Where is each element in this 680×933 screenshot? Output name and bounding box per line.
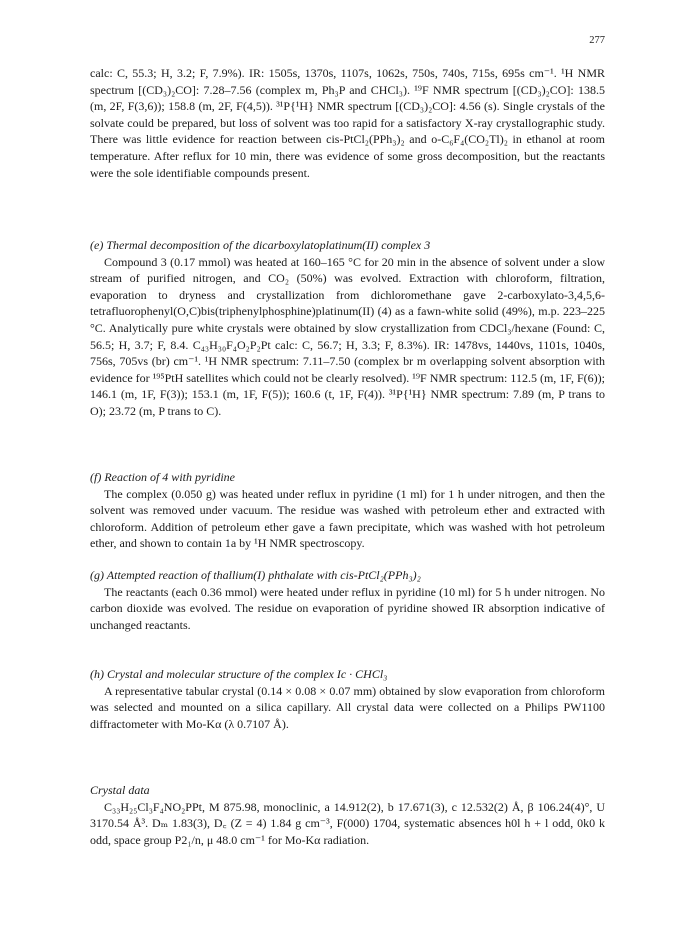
section-heading: (f) Reaction of 4 with pyridine [90, 470, 235, 484]
paragraph: Compound 3 (0.17 mmol) was heated at 160–165 °C for 20 min in the absence of solvent under a slow stream of purified nitrogen, and CO₂ (50%) was evolved. Extraction with chloroform, filtration, evaporation to dryness and crystallization from dichloromethane gave 2-carboxylato-3,4,5,6-tetrafluorophenyl(O,C)bis(triphenylphosphine)platinum(II) (4) as a fawn-white solid (49%), m.p. 223–225 °C. Analytically pure white crystals were obtained by slow crystallization from CDCl₃/hexane (Found: C, 56.5; H, 3.7; F, 8.4. C₄₃H₃₀F₄O₂P₂Pt calc: C, 56.7; H, 3.3; F, 8.3%). IR: 1478vs, 1440vs, 1101s, 1040s, 756s, 705vs (br) cm⁻¹. ¹H NMR spectrum: 7.11–7.50 (complex br m overlapping solvent absorption with evidence for ¹⁹⁵PtH satellites which could not be clearly resolved). ¹⁹F NMR spectrum: 112.5 (m, 1F, F(6)); 146.1 (m, 1F, F(3)); 153.1 (m, 1F, F(5)); 160.6 (t, 1F, F(4)). ³¹P{¹H} NMR spectrum: 7.89 (m, P trans to O); 23.72 (m, P trans to C). [90, 254, 605, 418]
section-continuation [90, 65, 605, 181]
section-heading: (h) Crystal and molecular structure of the complex Ic · CHCl₃ [90, 667, 388, 681]
crystal-data-section [90, 782, 605, 848]
section-heading: (e) Thermal decomposition of the dicarboxylatoplatinum(II) complex 3 [90, 238, 431, 252]
section-e [90, 237, 605, 420]
paragraph: The complex (0.050 g) was heated under reflux in pyridine (1 ml) for 1 h under nitrogen, and then the solvent was removed under vacuum. The residue was washed with petroleum ether and extracted with chloroform. Addition of petroleum ether gave a fawn precipitate, which was washed with hot petroleum ether, and shown to contain 1a by ¹H NMR spectroscopy. [90, 486, 605, 551]
page-number: 277 [589, 35, 605, 46]
paragraph: C₃₃H₂₅Cl₃F₄NO₂PPt, M 875.98, monoclinic, a 14.912(2), b 17.671(3), c 12.532(2) Å, β 106.24(4)°, U 3170.54 Å³. Dₘ 1.83(3), D꜀ (Z = 4) 1.84 g cm⁻³, F(000) 1704, systematic absences h0l h + l odd, 0k0 k odd, space group P2₁/n, μ 48.0 cm⁻¹ for Mo-Kα radiation. [90, 799, 605, 847]
section-heading: (g) Attempted reaction of thallium(I) phthalate with cis-PtCl₂(PPh₃)₂ [90, 568, 421, 582]
section-h [90, 666, 605, 732]
section-g [90, 567, 605, 633]
paragraph: calc: C, 55.3; H, 3.2; F, 7.9%). IR: 1505s, 1370s, 1107s, 1062s, 750s, 740s, 715s, 695s cm⁻¹. ¹H NMR spectrum [(CD₃)₂CO]: 7.28–7.56 (complex m, Ph₃P and CHCl₃). ¹⁹F NMR spectrum [(CD₃)₂CO]: 138.5 (m, 2F, F(3,6)); 158.8 (m, 2F, F(4,5)). ³¹P{¹H} NMR spectrum [(CD₃)₂CO]: 4.56 (s). Single crystals of the solvate could be prepared, but loss of solvent was too rapid for a satisfactory X-ray crystallographic study. There was little evidence for reaction between cis-PtCl₂(PPh₃)₂ and o-C₆F₄(CO₂Tl)₂ in ethanol at room temperature. After reflux for 10 min, there was evidence of some gross decomposition, but the reactants were the sole identifiable compounds present. [90, 66, 605, 180]
paragraph: A representative tabular crystal (0.14 × 0.08 × 0.07 mm) obtained by slow evaporation from chloroform was selected and mounted on a silica capillary. All crystal data were collected on a Philips PW1100 diffractometer with Mo-Kα (λ 0.7107 Å). [90, 683, 605, 731]
paragraph: The reactants (each 0.36 mmol) were heated under reflux in pyridine (10 ml) for 5 h under nitrogen. No carbon dioxide was evolved. The residue on evaporation of pyridine showed IR absorption indicative of unchanged reactants. [90, 584, 605, 632]
section-heading: Crystal data [90, 783, 150, 797]
section-f [90, 469, 605, 552]
